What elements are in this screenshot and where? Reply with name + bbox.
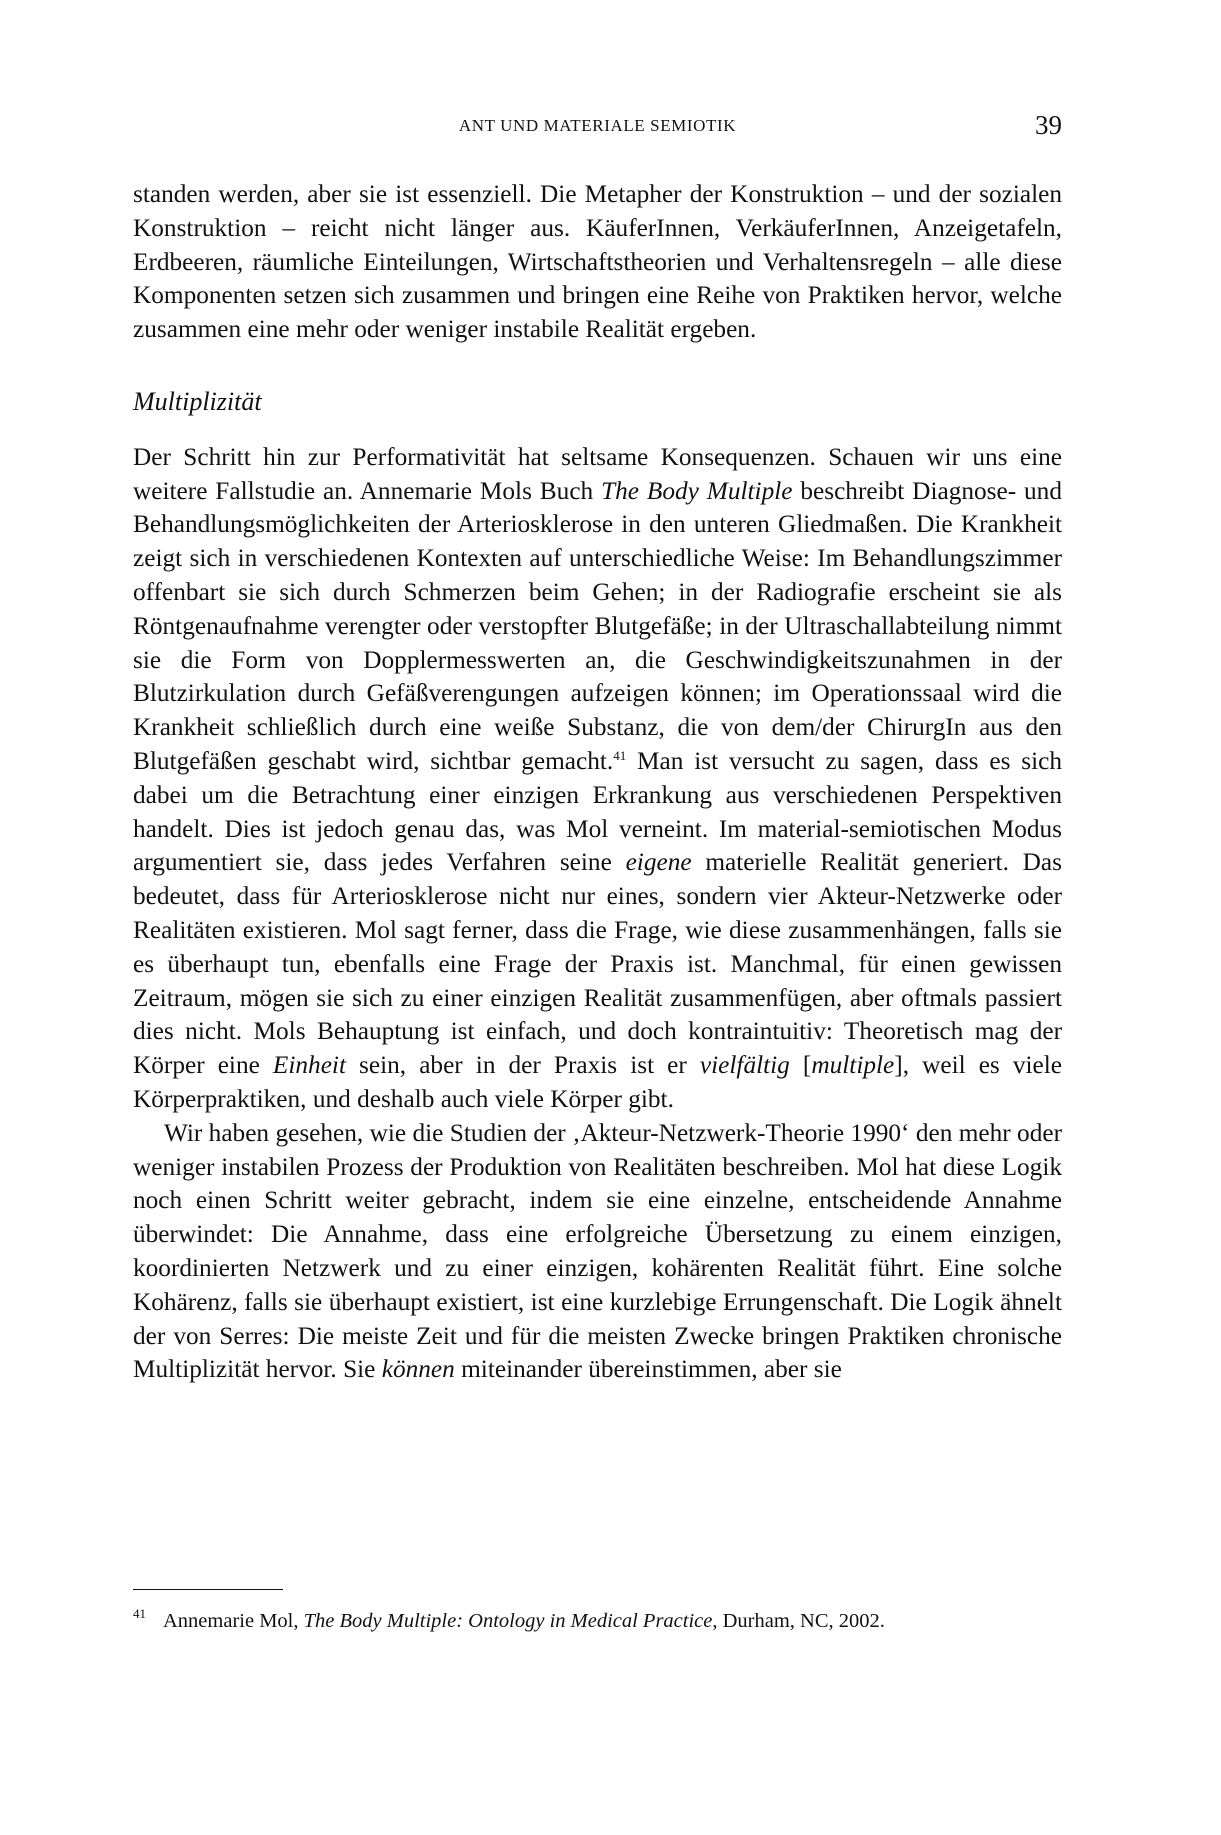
emphasis-italic: Einheit	[272, 1051, 346, 1080]
paragraph-multiplicity	[133, 441, 1062, 1117]
text-run: sein, aber in der Praxis ist er	[345, 1051, 700, 1080]
footnote-book-title: The Body Multiple: Ontology in Medical Practice	[303, 1610, 713, 1632]
text-run: [	[789, 1051, 812, 1080]
running-head	[133, 110, 1062, 144]
footnote-publication: , Durham, NC, 2002.	[712, 1610, 885, 1632]
emphasis-italic: können	[381, 1355, 455, 1384]
footnote: 41 Annemarie Mol, The Body Multiple: Ontology in Medical Practice, Durham, NC, 2002.	[133, 1606, 885, 1632]
page-number: 39	[1035, 110, 1062, 140]
paragraph-continuation: standen werden, aber sie ist essenziell. Die Metapher der Konstruktion – und der sozialen Konstruktion – reicht nicht länger aus. KäuferInnen, VerkäuferInnen, Anzeigetafeln, Erdbeeren, räumliche Einteilungen, Wirtschaftstheorien und Verhaltensregeln – alle diese Komponenten setzen sich zusammen und bringen eine Reihe von Praktiken hervor, welche zusammen eine mehr oder weniger instabile Realität ergeben.	[133, 180, 1062, 344]
text-run: Man ist versucht zu sagen, dass es sich dabei um die Betrachtung einer einzigen Erkrankung aus verschiedenen Perspektiven handelt. Dies ist jedoch genau das, was Mol verneint. Im material-semiotischen Modus argumentiert sie, dass jedes Verfahren seine	[133, 746, 1063, 877]
paragraph-ant-1990	[133, 1117, 1062, 1387]
text-run: Wir haben gesehen, wie die Studien der ‚Akteur-Netzwerk-Theorie 1990‘ den mehr oder weniger instabilen Prozess der Produktion von Realitäten beschreiben. Mol hat diese Logik noch einen Schritt weiter gebracht, indem sie eine einzelne, entscheidende Annahme überwindet: Die Annahme, dass eine erfolgreiche Übersetzung zu einem einzigen, koordinierten Netzwerk und zu einer einzigen, kohärenten Realität führt. Eine solche Kohärenz, falls sie überhaupt existiert, ist eine kurzlebige Errungenschaft. Die Logik ähnelt der von Serres: Die meiste Zeit und für die meisten Zwecke bringen Praktiken chronische Multiplizität hervor. Sie	[133, 1118, 1062, 1384]
emphasis-italic: eigene	[625, 848, 692, 877]
text-run: materielle Realität generiert. Das bedeutet, dass für Arteriosklerose nicht nur eines, sondern vier Akteur-Netzwerke oder Realitäten existieren. Mol sagt ferner, dass die Frage, wie diese zusammenhängen, falls sie es überhaupt tun, ebenfalls eine Frage der Praxis ist. Manchmal, für einen gewissen Zeitraum, mögen sie sich zu einer einzigen Realität zusammenfügen, aber oftmals passiert dies nicht. Mols Behauptung ist einfach, und doch kontraintuitiv: Theoretisch mag der Körper eine	[133, 848, 1062, 1080]
running-head-title: ANT UND MATERIALE SEMIOTIK	[458, 116, 737, 135]
section-heading: Multiplizität	[133, 386, 262, 416]
emphasis-italic: vielfältig	[699, 1051, 790, 1080]
footnote-author: Annemarie Mol,	[163, 1610, 304, 1632]
emphasis-italic: multiple	[811, 1051, 895, 1080]
text-run: beschreibt Diagnose- und Behandlungsmöglichkeiten der Arteriosklerose in den unteren Gliedmaßen. Die Krankheit zeigt sich in verschiedenen Kontexten auf unterschiedliche Weise: Im Behandlungszimmer offenbart sie sich durch Schmerzen beim Gehen; in der Radiografie erscheint sie als Röntgenaufnahme verengter oder verstopfter Blutgefäße; in der Ultraschallabteilung nimmt sie die Form von Dopplermesswerten an, die Geschwindigkeitszunahmen in der Blutzirkulation durch Gefäßverengungen aufzeigen können; im Operationssaal wird die Krankheit schließlich durch eine weiße Substanz, die von dem/der ChirurgIn aus den Blutgefäßen geschabt wird, sichtbar gemacht.	[133, 476, 1062, 775]
body-text	[133, 178, 1062, 1387]
footnote-divider	[133, 1589, 283, 1590]
book-title-italic: The Body Multiple	[601, 476, 793, 505]
text-run: miteinander übereinstimmen, aber sie	[454, 1355, 842, 1384]
text-run: ], weil es viele Körperpraktiken, und deshalb auch viele Körper gibt.	[133, 1051, 1063, 1113]
text-run: Der Schritt hin zur Performativität hat seltsame Konsequenzen. Schauen wir uns eine weitere Fallstudie an. Annemarie Mols Buch	[133, 442, 1062, 505]
footnote-reference[interactable]: 41	[613, 747, 627, 763]
